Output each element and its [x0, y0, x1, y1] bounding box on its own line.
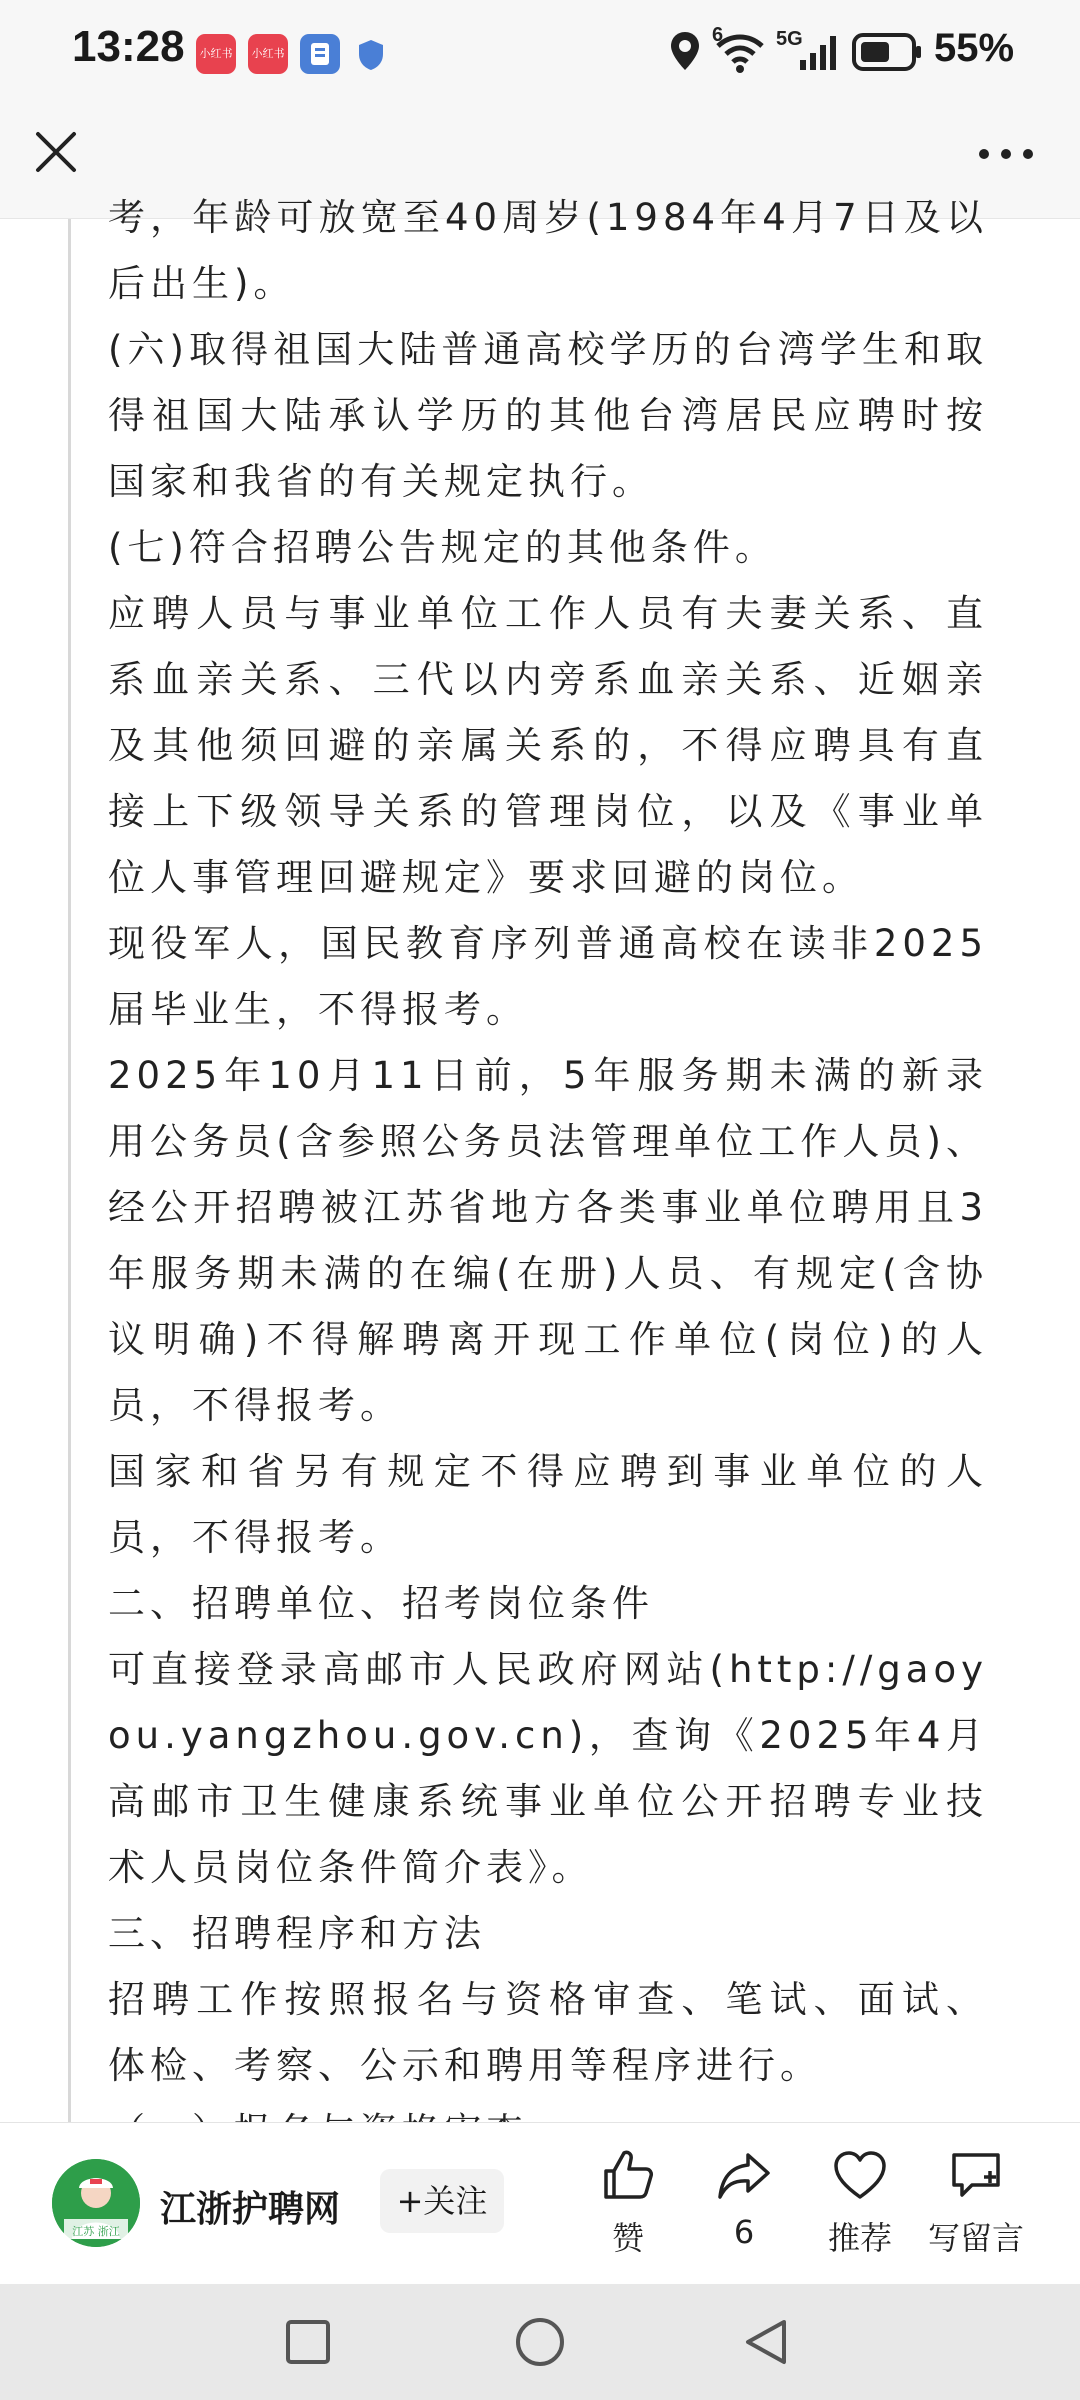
- battery-percent: 55%: [934, 26, 1015, 70]
- network-type: 5G: [776, 28, 803, 50]
- recents-icon[interactable]: [284, 2318, 332, 2370]
- comment-button[interactable]: [916, 2147, 1036, 2267]
- paragraph: (七)符合招聘公告规定的其他条件。: [108, 526, 777, 569]
- quote-rule: [68, 219, 71, 2122]
- share-count: 6: [733, 2213, 755, 2251]
- shield-icon: [356, 38, 386, 76]
- author-name[interactable]: 江浙护聘网: [160, 2189, 341, 2230]
- location-icon: [668, 30, 702, 76]
- system-nav-bar: [0, 2284, 1080, 2400]
- status-bar: [0, 0, 1080, 100]
- paragraph: 国家和省另有规定不得应聘到事业单位的人员，不得报考。: [108, 1450, 988, 1559]
- status-time: 13:28: [72, 22, 185, 71]
- section-heading: 二、招聘单位、招考岗位条件: [108, 1582, 654, 1625]
- share-button[interactable]: [684, 2147, 804, 2267]
- avatar[interactable]: [52, 2159, 140, 2247]
- thumbs-up-icon: [600, 2147, 656, 2203]
- comment-label: 写留言: [927, 2219, 1024, 2257]
- bottom-action-bar: [0, 2122, 1080, 2285]
- paragraph: 现役军人，国民教育序列普通高校在读非2025届毕业生，不得报考。: [108, 922, 988, 1031]
- paragraph: 2025年10月11日前，5年服务期未满的新录用公务员(含参照公务员法管理单位工作人员)、经公开招聘被江苏省地方各类事业单位聘用且3年服务期未满的在编(在册)人员、有规定(含协议明确)不得解聘离开现工作单位(岗位)的人员，不得报考。: [108, 1054, 988, 1427]
- recommend-button[interactable]: [800, 2147, 920, 2267]
- avatar-caption: 江苏 浙江: [72, 2225, 120, 2238]
- like-button[interactable]: [568, 2147, 688, 2267]
- close-icon[interactable]: [30, 126, 82, 178]
- back-icon[interactable]: [742, 2316, 790, 2372]
- like-label: 赞: [611, 2219, 644, 2257]
- paragraph: 可直接登录高邮市人民政府网站(http://gaoyou.yangzhou.gov.cn)，查询《2025年4月高邮市卫生健康系统事业单位公开招聘专业技术人员岗位条件简介表》。: [108, 1648, 988, 1889]
- paragraph: 应聘人员与事业单位工作人员有夫妻关系、直系血亲关系、三代以内旁系血亲关系、近姻亲及其他须回避的亲属关系的，不得应聘具有直接上下级领导关系的管理岗位，以及《事业单位人事管理回避规定》要求回避的岗位。: [108, 592, 988, 899]
- wifi-icon: [714, 32, 766, 78]
- comment-icon: [948, 2147, 1004, 2203]
- share-icon: [716, 2147, 772, 2203]
- paragraph: 招聘工作按照报名与资格审查、笔试、面试、体检、考察、公示和聘用等程序进行。: [108, 1978, 988, 2087]
- more-icon[interactable]: [976, 144, 1036, 164]
- battery-icon: [852, 32, 924, 76]
- signal-icon: [798, 34, 838, 76]
- recommend-label: 推荐: [827, 2219, 892, 2257]
- section-heading: 三、招聘程序和方法: [108, 1912, 486, 1955]
- article-body[interactable]: [0, 196, 1080, 2122]
- app-badge-xiaohongshu: 小红书: [196, 34, 236, 74]
- heart-icon: [832, 2147, 888, 2203]
- app-badge-xiaohongshu: 小红书: [248, 34, 288, 74]
- follow-button[interactable]: +关注: [380, 2169, 504, 2233]
- home-icon[interactable]: [514, 2316, 566, 2372]
- paragraph: (六)取得祖国大陆普通高校学历的台湾学生和取得祖国大陆承认学历的其他台湾居民应聘时按国家和我省的有关规定执行。: [108, 328, 988, 503]
- sim-label: 6: [712, 24, 724, 46]
- app-badge-icon: [300, 34, 340, 74]
- paragraph: 考，年龄可放宽至40周岁(1984年4月7日及以后出生)。: [108, 196, 988, 305]
